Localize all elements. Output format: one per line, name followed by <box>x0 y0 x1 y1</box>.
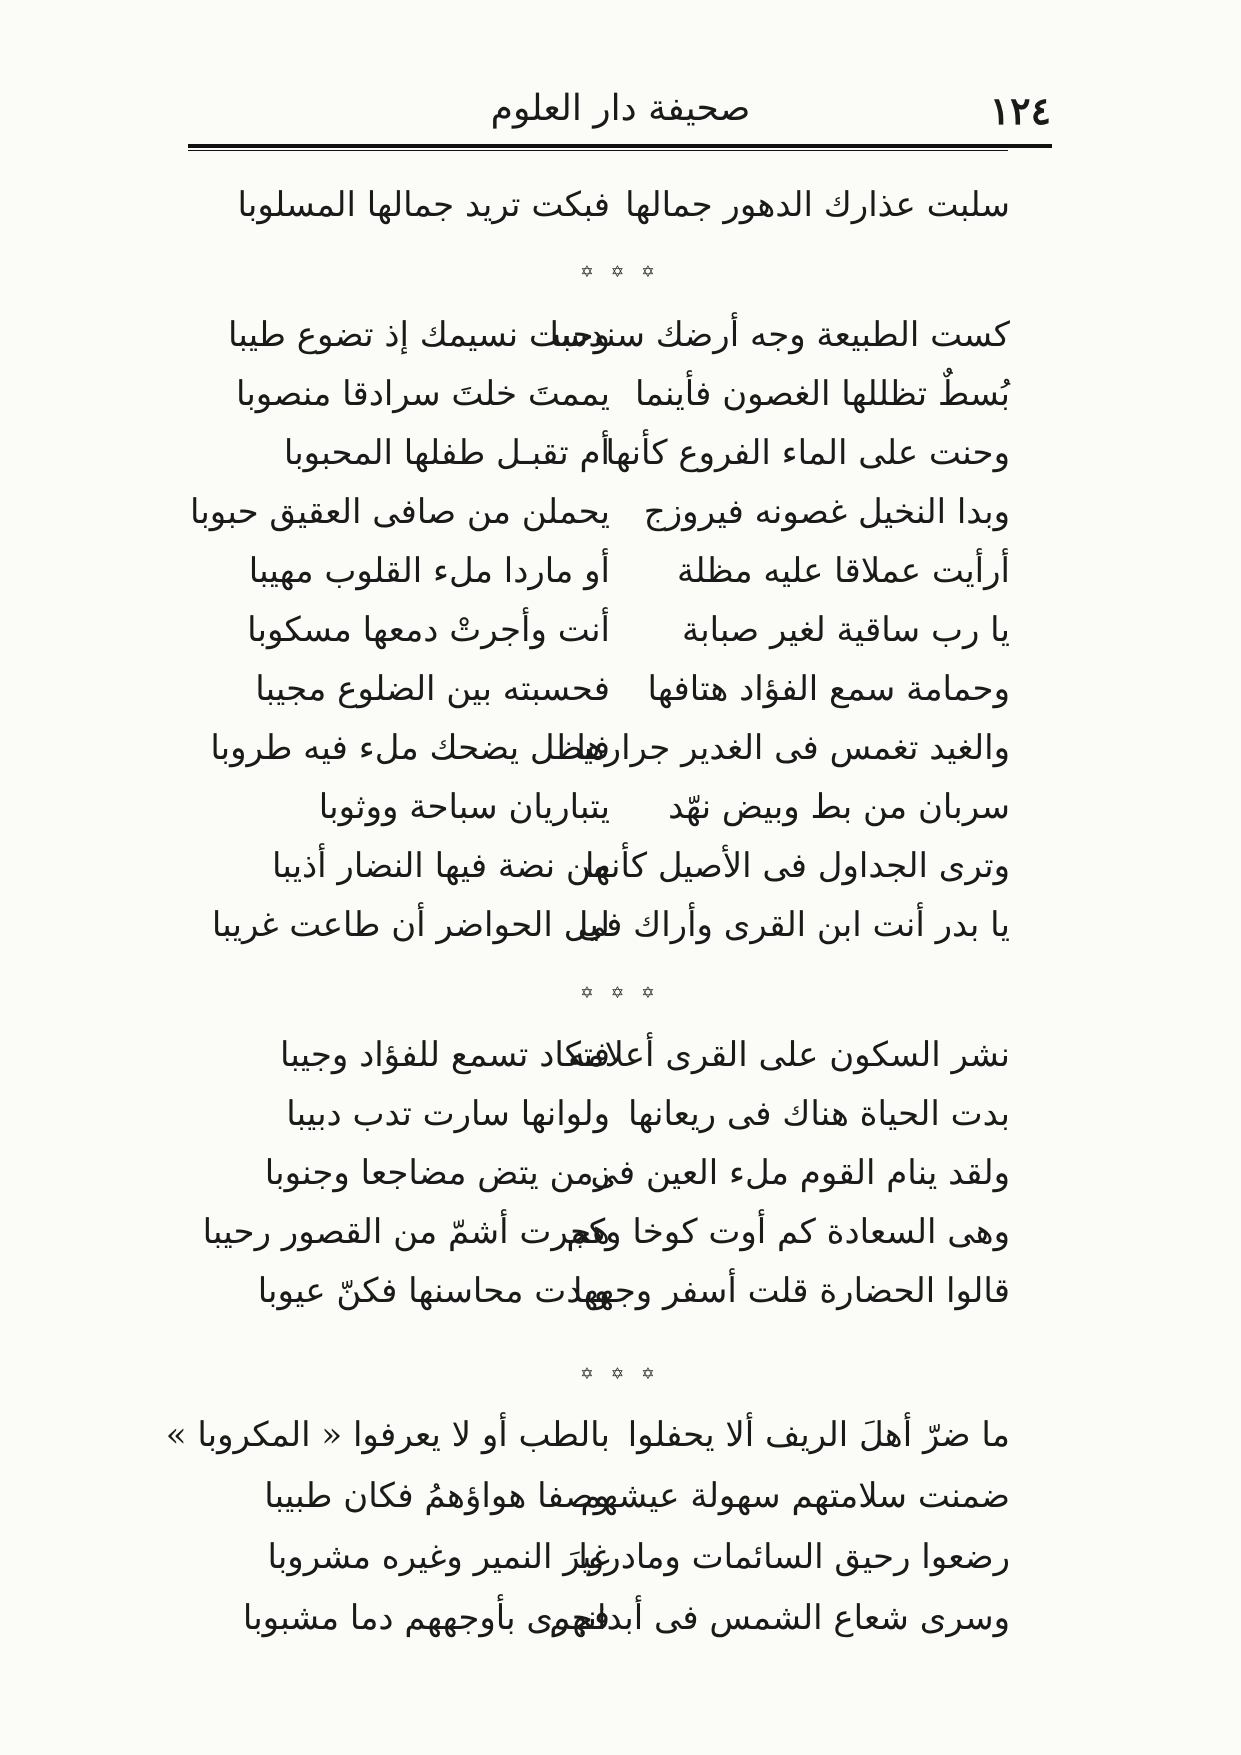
second-hemistich: أو ماردا ملء القلوب مهيبا <box>248 551 610 591</box>
first-hemistich: وهى السعادة كم أوت كوخا وكم <box>566 1212 1010 1252</box>
second-hemistich: أم تقبـل طفلها المحبوبا <box>283 433 610 473</box>
second-hemistich: فبكت تريد جمالها المسلوبا <box>237 185 610 225</box>
second-hemistich: وصفا هواؤهمُ فكان طبيبا <box>264 1476 610 1516</box>
second-hemistich: هجرت أشمّ من القصور رحيبا <box>202 1212 610 1252</box>
header-rule <box>188 144 1052 148</box>
page-number: ١٢٤ <box>989 88 1051 133</box>
first-hemistich: كست الطبيعة وجه أرضك سندسا <box>549 315 1010 355</box>
second-hemistich: وبدت محاسنها فكنّ عيوبا <box>257 1271 610 1311</box>
first-hemistich: سلبت عذارك الدهور جمالها <box>625 185 1010 225</box>
first-hemistich: وحمامة سمع الفؤاد هتافها <box>647 669 1010 709</box>
section-divider: ✡ ✡ ✡ <box>580 262 661 281</box>
verse-line <box>165 1405 1010 1465</box>
verse-line <box>230 1261 1010 1321</box>
second-hemistich: ولوانها سارت تدب دبيبا <box>286 1094 610 1134</box>
first-hemistich: رضعوا رحيق السائمات ومادروا <box>578 1537 1010 1577</box>
first-hemistich: قالوا الحضارة قلت أسفر وجهها <box>573 1271 1010 1311</box>
verse-line <box>211 895 1010 955</box>
verse-line <box>230 659 1010 719</box>
verse-line <box>202 1202 1010 1262</box>
first-hemistich: وسرى شعاع الشمس فى أبدانهم <box>549 1598 1010 1638</box>
second-hemistich: يحملن من صافى العقيق حبوبا <box>189 492 610 532</box>
verse-line <box>230 541 1010 601</box>
verse-line <box>230 1084 1010 1144</box>
first-hemistich: يا رب ساقية لغير صبابة <box>681 610 1010 650</box>
second-hemistich: يممتَ خلتَ سرادقا منصوبا <box>235 374 610 414</box>
verse-line <box>230 1143 1010 1203</box>
second-hemistich: يتباريان سباحة ووثوبا <box>318 787 610 827</box>
first-hemistich: بُسطٌ تظللها الغصون فأينما <box>635 374 1010 414</box>
first-hemistich: ضمنت سلامتهم سهولة عيشهم <box>580 1476 1010 1516</box>
first-hemistich: ما ضرّ أهلَ الريف ألا يحفلوا <box>627 1415 1010 1455</box>
first-hemistich: يا بدر أنت ابن القرى وأراك فى <box>577 905 1010 945</box>
verse-line <box>230 836 1010 896</box>
verse-line <box>230 364 1010 424</box>
verse-line <box>189 482 1010 542</box>
section-divider: ✡ ✡ ✡ <box>580 983 661 1002</box>
first-hemistich: وحنت على الماء الفروع كأنها <box>605 433 1010 473</box>
first-hemistich: وترى الجداول فى الأصيل كأنها <box>585 846 1010 886</box>
second-hemistich: فحسبته بين الضلوع مجيبا <box>255 669 610 709</box>
running-title: صحيفة دار العلوم <box>490 88 751 129</box>
second-hemistich: فيظل يضحك ملء فيه طروبا <box>210 728 610 768</box>
verse-line <box>230 423 1010 483</box>
page-header <box>190 80 1051 140</box>
first-hemistich: أرأيت عملاقا عليه مظلة <box>676 551 1010 591</box>
verse-line <box>230 777 1010 837</box>
second-hemistich: فتكاد تسمع للفؤاد وجيبا <box>279 1035 610 1075</box>
verse-line <box>230 1025 1010 1085</box>
first-hemistich: ولقد ينام القوم ملء العين فى <box>590 1153 1010 1193</box>
section-divider: ✡ ✡ ✡ <box>580 1364 661 1383</box>
second-hemistich: وحبت نسيمك إذ تضوع طيبا <box>227 315 610 355</box>
second-hemistich: زمن يتض مضاجعا وجنوبا <box>264 1153 610 1193</box>
second-hemistich: ليل الحواضر أن طاعت غريبا <box>211 905 610 945</box>
first-hemistich: وبدا النخيل غصونه فيروزج <box>643 492 1010 532</box>
verse-line <box>227 305 1010 365</box>
verse-line <box>230 1466 1010 1526</box>
second-hemistich: فجرى بأوجههم دما مشبوبا <box>242 1598 610 1638</box>
first-hemistich: نشر السكون على القرى أعلامه <box>568 1035 1010 1075</box>
verse-line <box>230 1527 1010 1587</box>
first-hemistich: سربان من بط وبيض نهّد <box>668 787 1010 827</box>
second-hemistich: غيرَ النمير وغيره مشروبا <box>267 1537 610 1577</box>
first-hemistich: والغيد تغمس فى الغدير جرارها <box>576 728 1010 768</box>
verse-line <box>210 718 1010 778</box>
second-hemistich: بالطب أو لا يعرفوا « المكروبا » <box>165 1415 610 1455</box>
first-hemistich: بدت الحياة هناك فى ريعانها <box>627 1094 1010 1134</box>
verse-line <box>230 175 1010 235</box>
verse-line <box>230 600 1010 660</box>
second-hemistich: أنت وأجرتْ دمعها مسكوبا <box>247 610 610 650</box>
second-hemistich: من نضة فيها النضار أذيبا <box>271 846 610 886</box>
verse-line <box>230 1588 1010 1648</box>
